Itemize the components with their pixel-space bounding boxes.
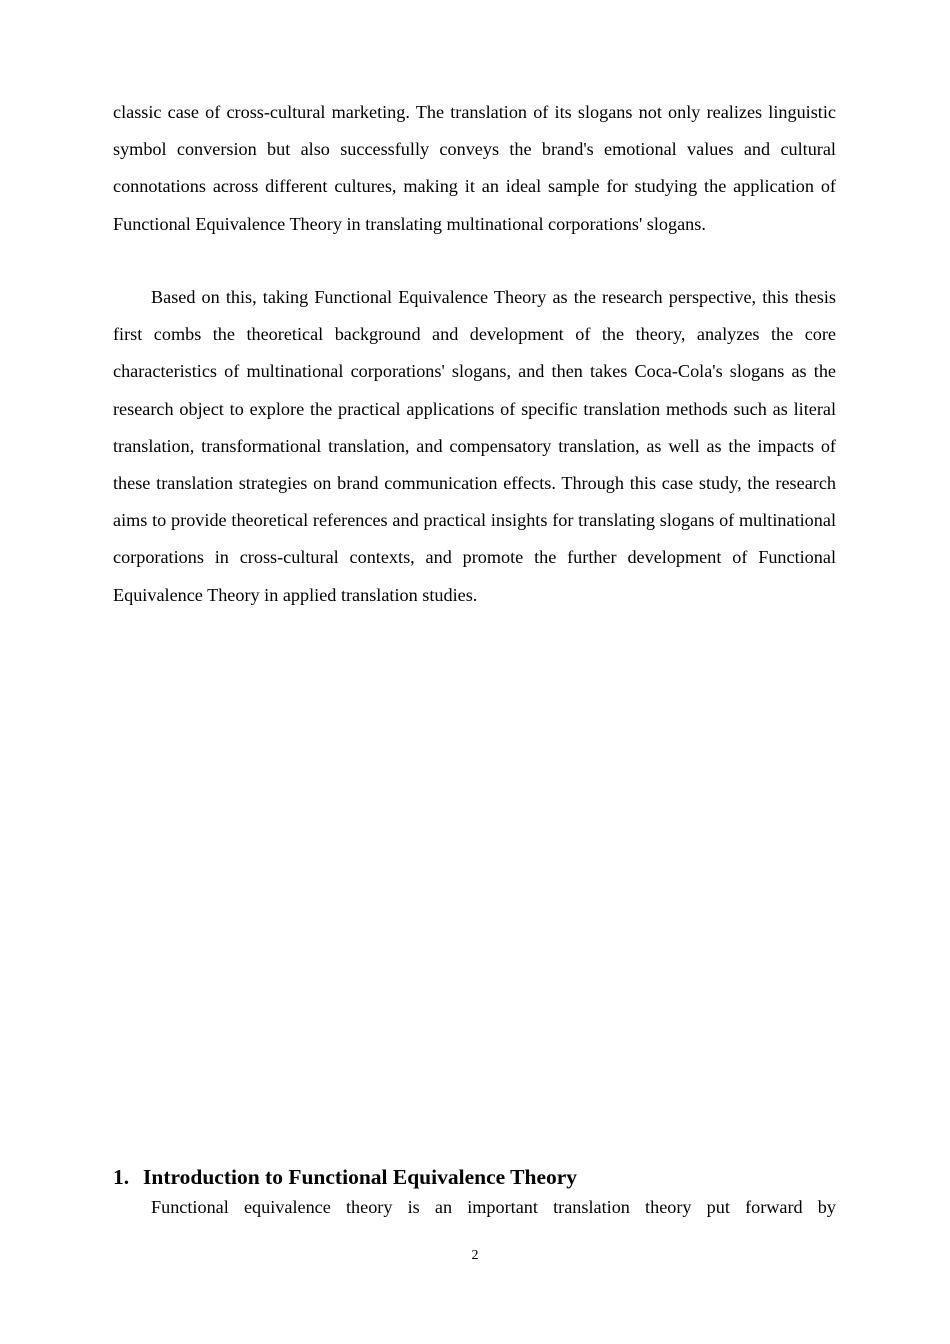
section-title: Introduction to Functional Equivalence Theory xyxy=(143,1165,578,1189)
section-first-line: Functional equivalence theory is an important translation theory put forward by xyxy=(151,1197,836,1217)
body-paragraph: Based on this, taking Functional Equivalence Theory as the research perspective, this thesis first combs the theoretical background and development of the theory, analyzes the core characteristics of multinational corporations' slogans, and then takes Coca-Cola's slogans as the research object to explore the practical applications of specific translation methods such as literal translation, transformational translation, and compensatory translation, as well as the impacts of these translation strategies on brand communication effects. Through this case study, the research aims to provide theoretical references and practical insights for translating slogans of multinational corporations in cross-cultural contexts, and promote the further development of Functional Equivalence Theory in applied translation studies. xyxy=(113,287,836,605)
page-number: 2 xyxy=(471,1248,479,1263)
section-heading xyxy=(113,1162,836,1192)
body-paragraph: classic case of cross-cultural marketing. The translation of its slogans not only realizes linguistic symbol conversion but also successfully conveys the brand's emotional values and cultural connotations across different cultures, making it an ideal sample for studying the application of Functional Equivalence Theory in translating multinational corporations' slogans. xyxy=(113,102,836,234)
section-number: 1. xyxy=(113,1165,130,1189)
